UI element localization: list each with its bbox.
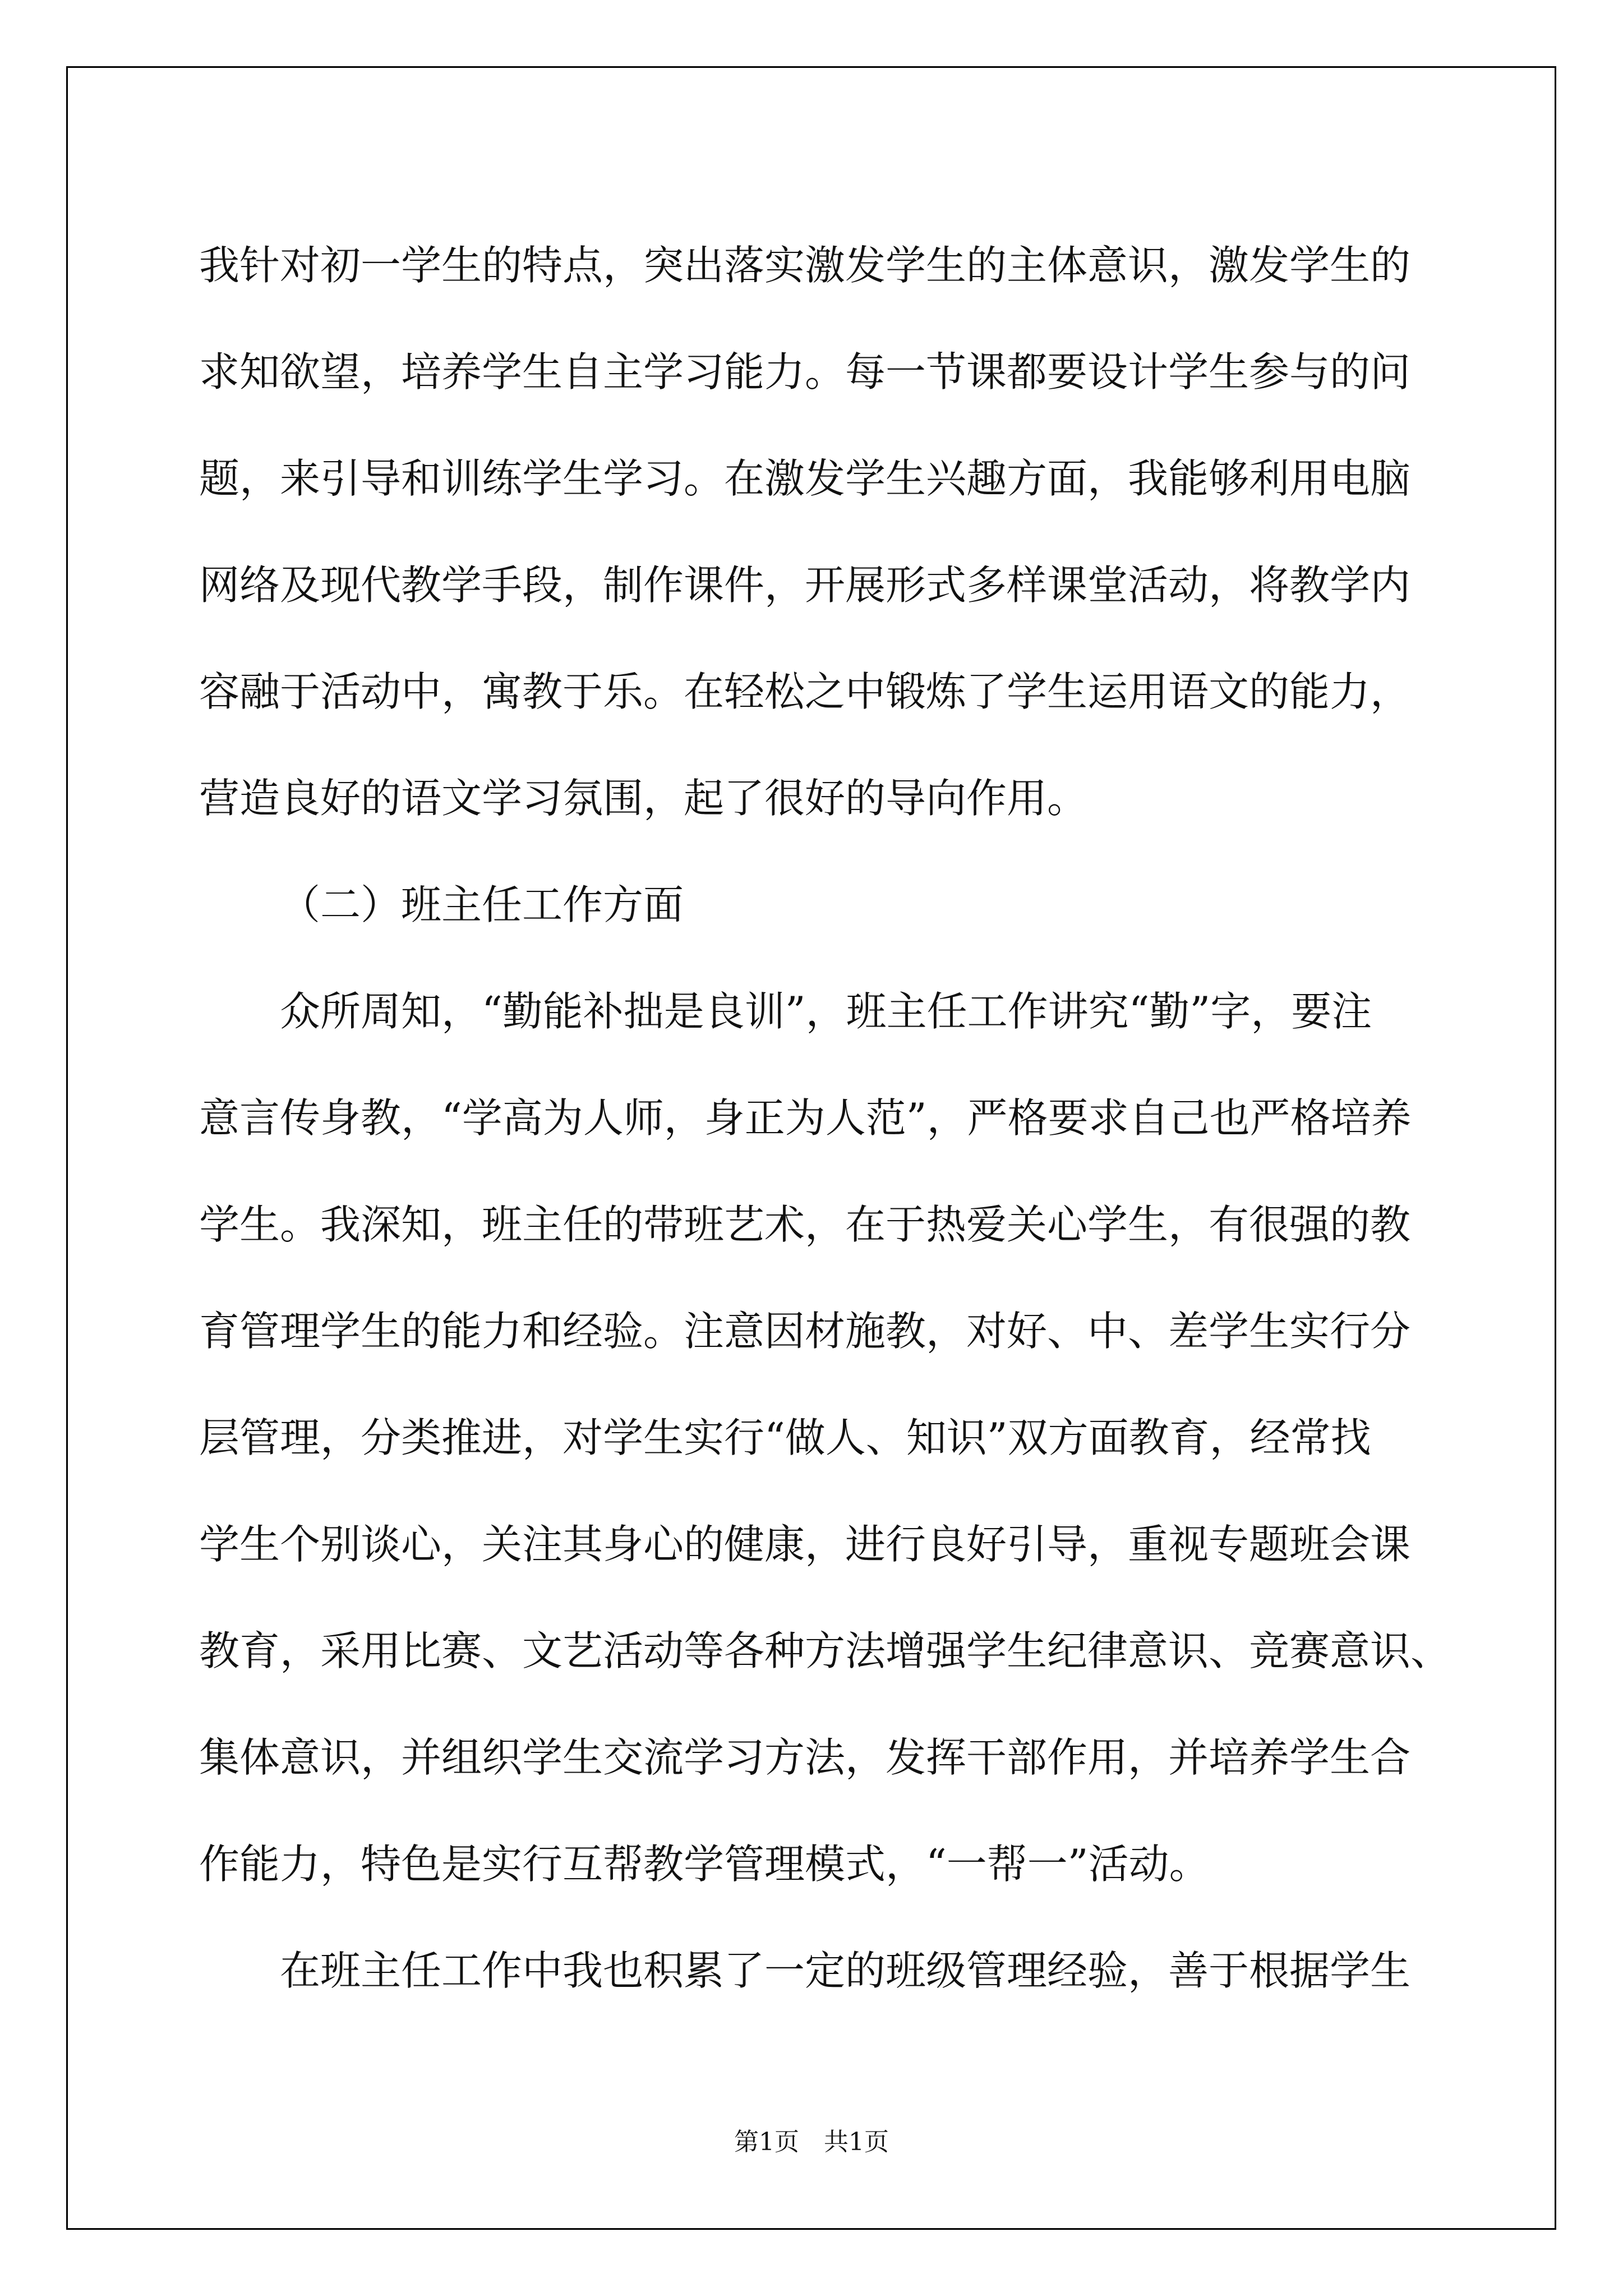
text-line: 网络及现代教学手段，制作课件，开展形式多样课堂活动，将教学内 — [199, 562, 1411, 609]
text-line: 求知欲望，培养学生自主学习能力。每一节课都要设计学生参与的问 — [199, 348, 1411, 395]
text-line: 题，来引导和训练学生学习。在激发学生兴趣方面，我能够利用电脑 — [199, 455, 1411, 502]
text-line: 教育，采用比赛、文艺活动等各种方法增强学生纪律意识、竞赛意识、 — [199, 1627, 1451, 1674]
text-line: 集体意识，并组织学生交流学习方法，发挥干部作用，并培养学生合 — [199, 1734, 1411, 1781]
text-line: 学生。我深知，班主任的带班艺术，在于热爱关心学生，有很强的教 — [199, 1201, 1411, 1248]
text-line: 育管理学生的能力和经验。注意因材施教，对好、中、差学生实行分 — [199, 1308, 1411, 1355]
text-line: 营造良好的语文学习氛围，起了很好的导向作用。 — [199, 775, 1088, 822]
text-line: 作能力，特色是实行互帮教学管理模式，“一帮一”活动。 — [199, 1841, 1210, 1888]
text-line: 我针对初一学生的特点，突出落实激发学生的主体意识，激发学生的 — [199, 242, 1411, 289]
text-line: 在班主任工作中我也积累了一定的班级管理经验，善于根据学生 — [280, 1947, 1411, 1994]
text-line: 容融于活动中，寓教于乐。在轻松之中锻炼了学生运用语文的能力， — [199, 668, 1411, 715]
text-line: 众所周知，“勤能补拙是良训”，班主任工作讲究“勤”字，要注 — [280, 988, 1372, 1035]
page-number-footer: 第1页 共1页 — [734, 2128, 889, 2156]
text-line: 学生个别谈心，关注其身心的健康，进行良好引导，重视专题班会课 — [199, 1521, 1411, 1568]
text-line: 层管理，分类推进，对学生实行“做人、知识”双方面教育，经常找 — [199, 1414, 1371, 1461]
text-line: 意言传身教，“学高为人师，身正为人范”，严格要求自己也严格培养 — [199, 1094, 1412, 1142]
document-body — [199, 212, 1451, 2024]
text-line: （二）班主任工作方面 — [280, 881, 684, 928]
